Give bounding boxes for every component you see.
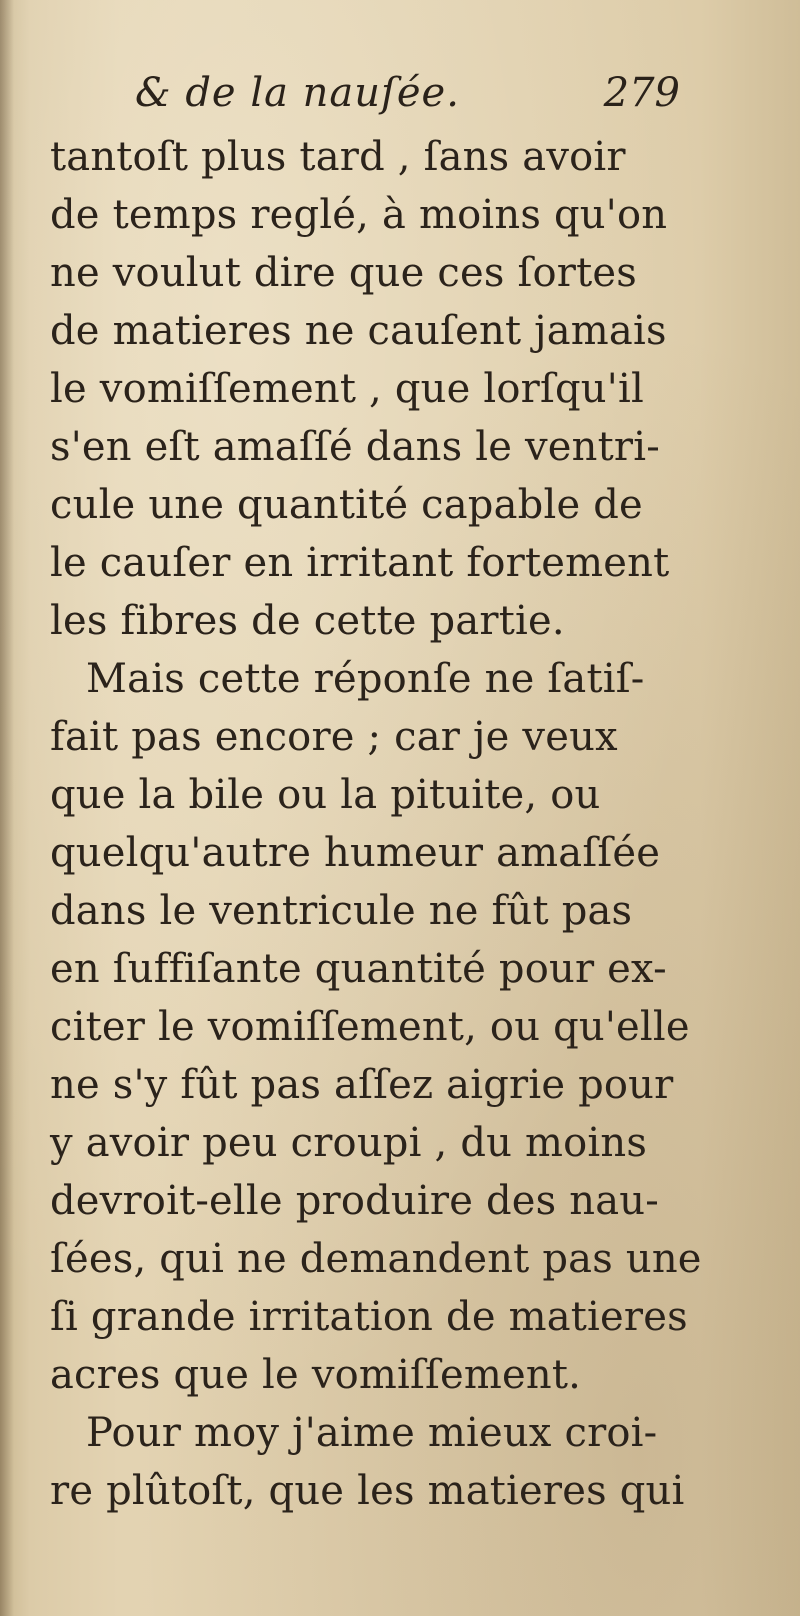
text-line: de temps reglé, à moins qu'on bbox=[50, 192, 668, 238]
text-line: le cauſer en irritant fortement bbox=[50, 540, 670, 586]
text-line-paragraph-start: Pour moy j'aime mieux croi- bbox=[86, 1410, 658, 1456]
page-number: 279 bbox=[603, 70, 680, 116]
text-line: re plûtoſt, que les matieres qui bbox=[50, 1468, 685, 1514]
page-body bbox=[50, 128, 720, 1520]
page-header bbox=[50, 70, 700, 130]
text-line: les fibres de cette partie. bbox=[50, 598, 565, 644]
text-line: acres que le vomiſſement. bbox=[50, 1352, 582, 1398]
text-line: quelqu'autre humeur amaſſée bbox=[50, 830, 661, 876]
text-line: y avoir peu croupi , du moins bbox=[50, 1120, 648, 1166]
text-line: citer le vomiſſement, ou qu'elle bbox=[50, 1004, 690, 1050]
text-line: de matieres ne cauſent jamais bbox=[50, 308, 667, 354]
text-line: en ſuffiſante quantité pour ex- bbox=[50, 946, 667, 992]
text-line: que la bile ou la pituite, ou bbox=[50, 772, 601, 818]
text-line: ſées, qui ne demandent pas une bbox=[50, 1236, 702, 1282]
text-line: fait pas encore ; car je veux bbox=[50, 714, 618, 760]
text-line: ne s'y fût pas aſſez aigrie pour bbox=[50, 1062, 674, 1108]
running-title: & de la nauſée. bbox=[135, 70, 460, 116]
text-line: ne voulut dire que ces ſortes bbox=[50, 250, 637, 296]
gutter-shadow bbox=[0, 0, 14, 1616]
text-line: le vomiſſement , que lorſqu'il bbox=[50, 366, 644, 412]
text-line: cule une quantité capable de bbox=[50, 482, 643, 528]
text-line: ſi grande irritation de matieres bbox=[50, 1294, 688, 1340]
text-line: devroit-elle produire des nau- bbox=[50, 1178, 659, 1224]
text-line: tantoſt plus tard , ſans avoir bbox=[50, 134, 626, 180]
text-line: s'en eſt amaſſé dans le ventri- bbox=[50, 424, 660, 470]
text-line-paragraph-start: Mais cette réponſe ne ſatiſ- bbox=[86, 656, 645, 702]
text-line: dans le ventricule ne fût pas bbox=[50, 888, 633, 934]
